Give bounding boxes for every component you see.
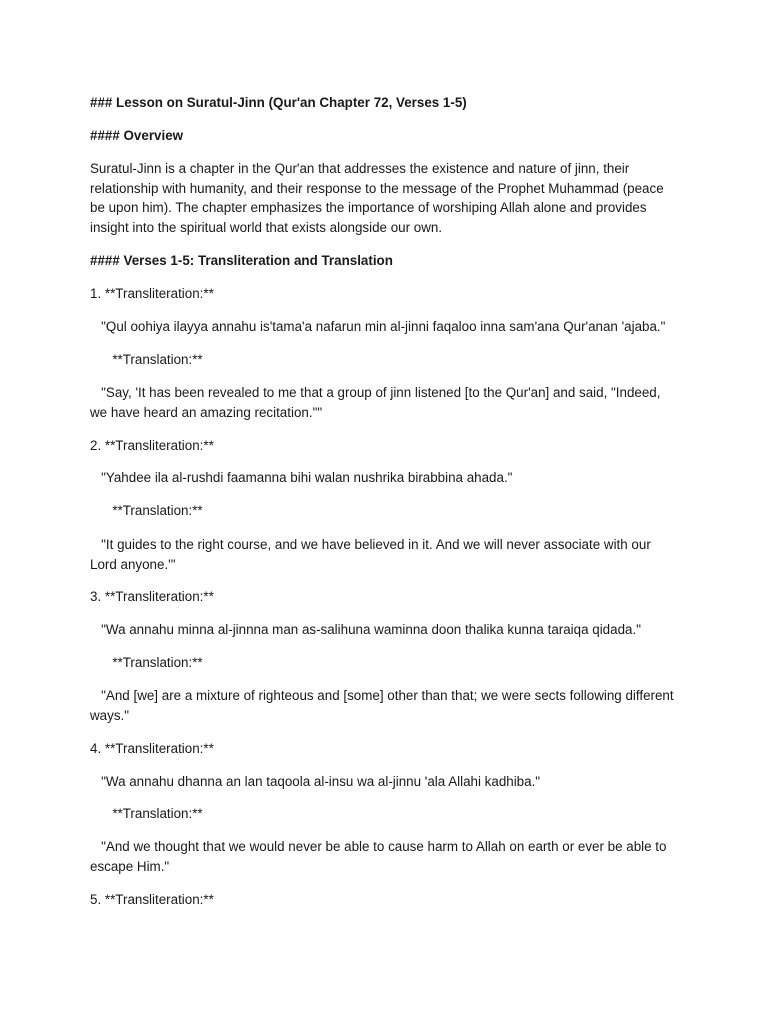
verse-3-translation-label: **Translation:** — [90, 655, 203, 670]
verse-1-transliteration-text: "Qul oohiya ilayya annahu is'tama'a nafarun min al-jinni faqaloo inna sam'ana Qur'anan 'ajaba." — [90, 319, 666, 334]
verse-2-translation-text: "It guides to the right course, and we have believed in it. And we will never associate with our Lord anyone.'" — [90, 537, 655, 572]
verse-1-transliteration-label: 1. **Transliteration:** — [90, 286, 214, 301]
overview-heading: #### Overview — [90, 128, 184, 143]
verse-5-transliteration-label: 5. **Transliteration:** — [90, 892, 214, 907]
verse-2-transliteration-label: 2. **Transliteration:** — [90, 438, 214, 453]
overview-paragraph: Suratul-Jinn is a chapter in the Qur'an that addresses the existence and nature of jinn, their relationship with humanity, and their response to the message of the Prophet Muhammad (peace be upon him). The chapter emphasizes the importance of worshiping Allah alone and provides insight into the spiritual world that exists alongside our own. — [90, 161, 668, 235]
verse-2-translation-label: **Translation:** — [90, 503, 203, 518]
verse-3-translation-text: "And [we] are a mixture of righteous and [some] other than that; we were sects following different ways." — [90, 688, 678, 723]
verse-1-translation-text: "Say, 'It has been revealed to me that a group of jinn listened [to the Qur'an] and said, "Indeed, we have heard an amazing recitation."" — [90, 385, 665, 420]
lesson-heading: ### Lesson on Suratul-Jinn (Qur'an Chapter 72, Verses 1-5) — [90, 95, 467, 110]
verse-1-translation-label: **Translation:** — [90, 352, 203, 367]
verse-3-transliteration-label: 3. **Transliteration:** — [90, 589, 214, 604]
verse-4-transliteration-text: "Wa annahu dhanna an lan taqoola al-insu wa al-jinnu 'ala Allahi kadhiba." — [90, 774, 541, 789]
verse-3-transliteration-text: "Wa annahu minna al-jinnna man as-salihuna waminna doon thalika kunna taraiqa qidada." — [90, 622, 641, 637]
verse-4-translation-text: "And we thought that we would never be able to cause harm to Allah on earth or ever be able to escape Him." — [90, 839, 671, 874]
verse-4-translation-label: **Translation:** — [90, 806, 203, 821]
verse-4-transliteration-label: 4. **Transliteration:** — [90, 741, 214, 756]
verse-2-transliteration-text: "Yahdee ila al-rushdi faamanna bihi walan nushrika birabbina ahada." — [90, 470, 513, 485]
verses-heading: #### Verses 1-5: Transliteration and Translation — [90, 253, 393, 268]
